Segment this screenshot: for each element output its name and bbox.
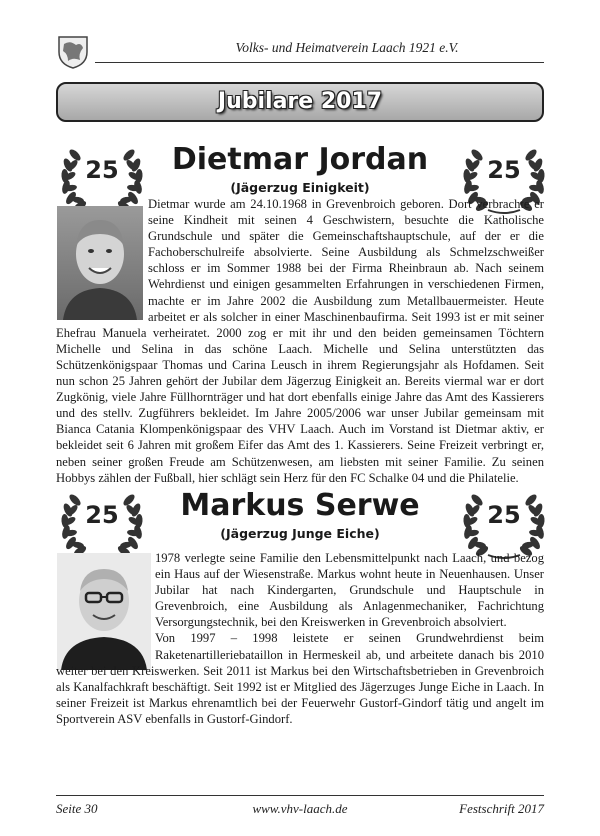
header-divider: [95, 62, 544, 63]
biography-paragraph: 1978 verlegte seine Familie den Lebensmittelpunkt nach Laach, und bezog ein Haus auf der Wiesenstraße. Markus wohnt heute in Neuenhausen. Unser Jubilar hat nach Kindergarten, Grundschule und Hauptschule in Grevenbroich, eine Ausbildung als Anlagenmechaniker, Fachrichtung Versorgungstechnik, bei den Kreiswerken in Grevenbroich absolviert.: [155, 551, 544, 630]
jubilee-number: 25: [487, 501, 521, 529]
jubilee-number: 25: [85, 156, 119, 184]
banner-title: Jubilare 2017: [217, 89, 383, 114]
jubilar-subtitle: (Jägerzug Junge Eiche): [220, 526, 380, 541]
header-title: Volks- und Heimatverein Laach 1921 e.V.: [235, 40, 459, 55]
photo-spacer: [56, 550, 155, 662]
biography-paragraph: Von 1997 – 1998 leistete er seinen Grundwehrdienst beim Raketenartilleriebataillon in Hermeskeil ab, und arbeitete danach bis 2010 weiter bei den Kreiswerken. Seit 2011 ist Markus bei den Wirtschaftsbetrieben in Grevenbroich als Kanalfachkraft beschäftigt. Seit 1992 ist er Mitglied des Jägerzuges Junge Eiche in Laach. In seiner Freizeit ist Markus ehrenamtlich bei der Feuerwehr Gustorf-Gindorf tätig und angelt im Sportverein ASV ebenfalls in Gustorf-Gindorf.: [56, 631, 544, 726]
footer-url: www.vhv-laach.de: [252, 801, 348, 816]
section-banner: [56, 82, 544, 122]
footer-divider: [56, 795, 544, 796]
jubilar-subtitle: (Jägerzug Einigkeit): [230, 180, 370, 195]
footer-publication: Festschrift 2017: [459, 801, 544, 816]
photo-spacer: [56, 196, 148, 324]
jubilar-biography: [56, 196, 544, 486]
jubilar-name: Markus Serwe: [180, 488, 420, 523]
jubilar-biography: [56, 550, 544, 727]
jubilee-number: 25: [85, 501, 119, 529]
jubilee-number: 25: [487, 156, 521, 184]
jubilar-name: Dietmar Jordan: [171, 142, 429, 177]
coat-of-arms-icon: [56, 34, 90, 70]
page-number: Seite 30: [56, 801, 98, 816]
biography-paragraph: Dietmar wurde am 24.10.1968 in Grevenbroich geboren. Dort verbrachte er seine Kindheit mit seinen 4 Geschwistern, besuchte die Katholische Grundschule und später die Gemeinschaftshauptschule, auf der er die Fachoberschulreife absolvierte. Seine Ausbildung als Schmelzschweißer schloss er im Sommer 1988 bei der Firma Rheinbraun ab. Nach seinem Wehrdienst und einigen gesammelten Erfahrungen in verschiedenen Firmen, machte er im Jahre 2002 die Ausbildung zum Metallbauermeister. Heute arbeitet er als solcher in einer Maschinenbaufirma. Seit 1993 ist er mit seiner Ehefrau Manuela verheiratet. 2000 zog er mit ihr und den beiden gemeinsamen Töchtern Michelle und Selina in das schöne Laach. Michelle und Selina unterstützten das Schützenkönigspaar Thomas und Carina Leusch in ihrem Regierungsjahr als Hofdamen. Seit nun schon 25 Jahren gehört der Jubilar dem Jägerzug Einigkeit an. Bereits viermal war er dort Zugkönig, viele Jahre Füllhornträger und hat dort ebenfalls einige Jahre das Amt des Kassierers und des stellv. Zugführers bekleidet. Im Jahre 2005/2006 war unser Jubilar gemeinsam mit Bianca Catania Klompenkönigspaar des VHV Laach. Auch im Vorstand ist Dietmar aktiv, er bekleidet seit 6 Jahren mit großem Eifer das Amt des 1. Kassierers. Seine Freizeit verbringt er, neben seiner großen Freude am Schützenwesen, am liebsten mit seiner Familie. Zu seinen Hobbys zählen der Fußball, hier schlägt sein Herz für den FC Schalke 04 und die Philatelie.: [56, 197, 544, 485]
